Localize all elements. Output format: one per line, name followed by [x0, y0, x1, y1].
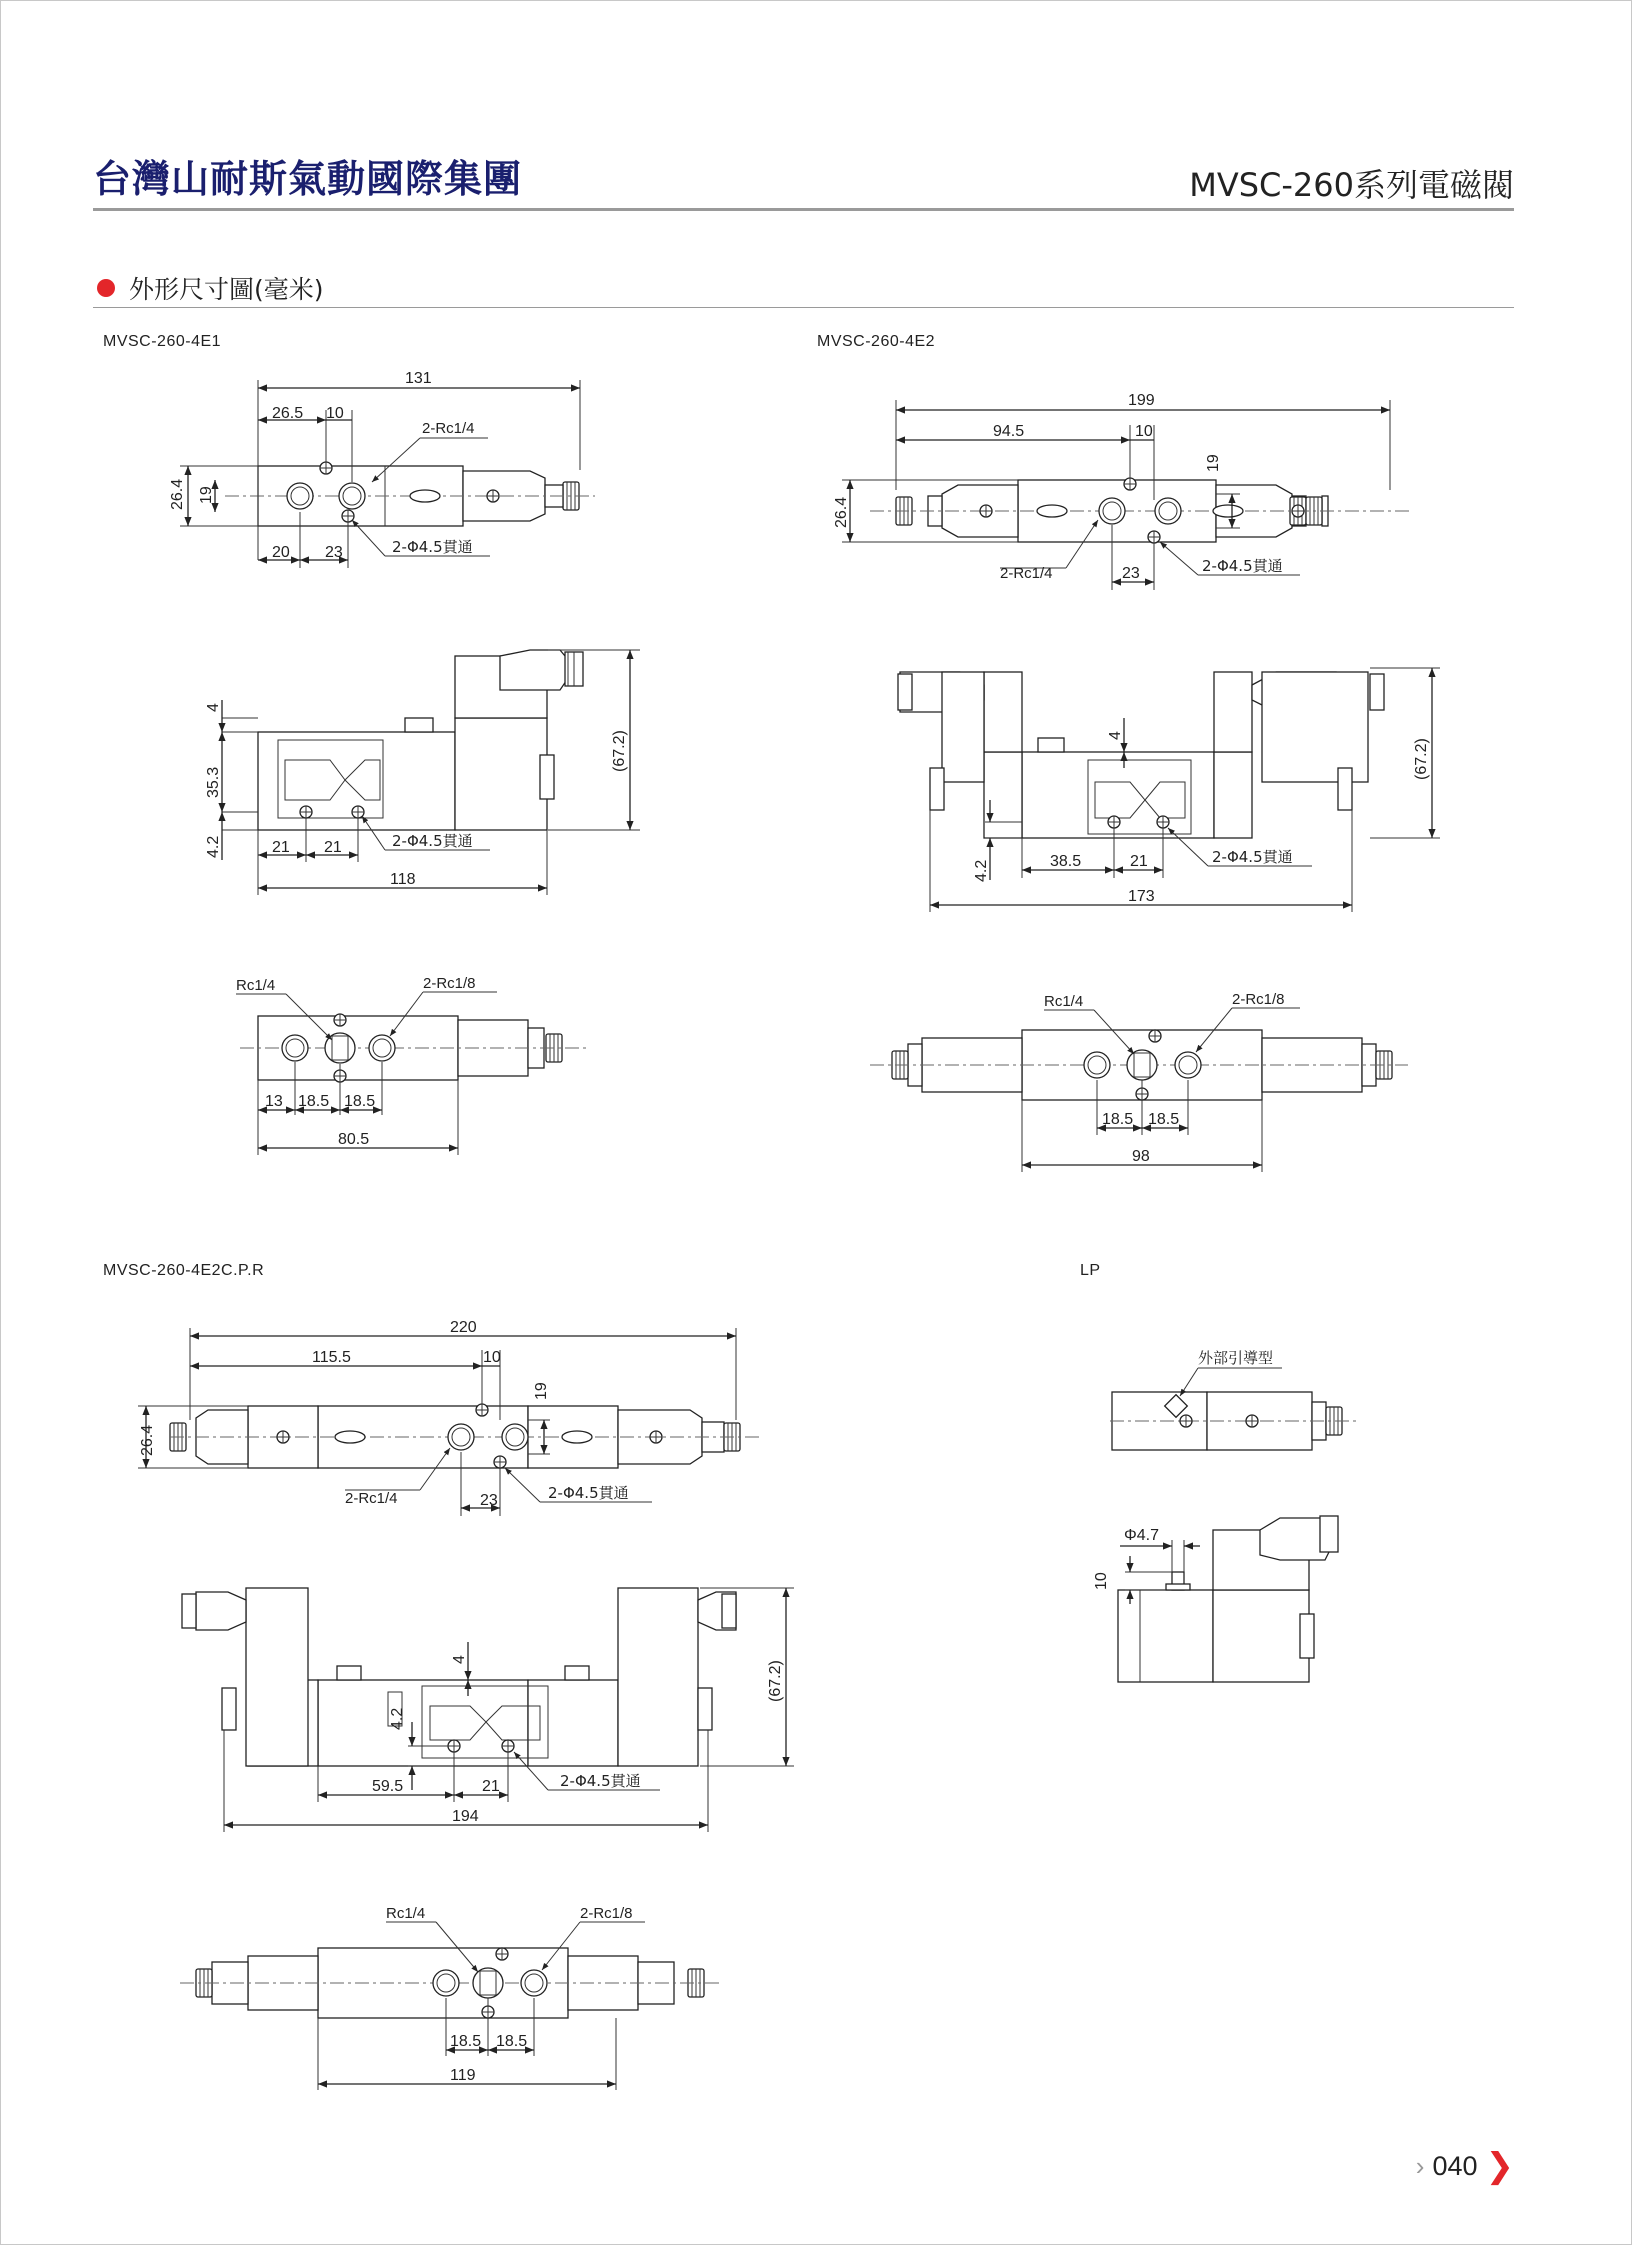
callout-cpr-top-hole: 2-Φ4.5貫通: [548, 1484, 629, 1502]
dim-cpr-top-h1: 26.4: [139, 1424, 156, 1456]
e1-top-view: [169, 370, 595, 568]
dim-cpr-top-h2: 19: [533, 1382, 550, 1400]
document-title: MVSC-260系列電磁閥: [1189, 166, 1514, 204]
callout-e2-top-port: 2-Rc1/4: [1000, 565, 1053, 582]
callout-e1-bottom-rc14: Rc1/4: [236, 977, 276, 994]
dim-e2-bottom-b: 18.5: [1148, 1111, 1180, 1128]
dim-cpr-bottom-a: 18.5: [450, 2033, 482, 2050]
dim-e1-side-htop: 4: [205, 703, 222, 712]
callout-cpr-top-port: 2-Rc1/4: [345, 1490, 398, 1507]
dim-e2-side-hbot: 4.2: [973, 859, 990, 882]
dim-e1-side-hbot: 4.2: [205, 835, 222, 858]
dim-e1-top-b: 10: [326, 405, 344, 422]
dim-e1-side-htotal: (67.2): [611, 730, 628, 772]
chevron-right-red-icon: ❯: [1485, 2147, 1514, 2185]
dim-e2-top-total: 199: [1128, 392, 1155, 409]
callout-cpr-bottom-rc18: 2-Rc1/8: [580, 1905, 633, 1922]
company-name: 台灣山耐斯氣動國際集團: [93, 157, 523, 201]
model-label-lp: LP: [1080, 1262, 1101, 1279]
dim-e1-bottom-len: 80.5: [338, 1131, 370, 1148]
cpr-side-view: [182, 1588, 794, 1832]
lp-top-view: [1110, 1349, 1356, 1450]
callout-e2-side-hole: 2-Φ4.5貫通: [1212, 848, 1293, 866]
dim-e1-side-len: 118: [390, 871, 416, 888]
dim-cpr-top-b: 10: [483, 1349, 501, 1366]
e1-side-view: [205, 650, 640, 895]
dim-lp-h: 10: [1093, 1572, 1110, 1590]
dim-cpr-bottom-b: 18.5: [496, 2033, 528, 2050]
callout-e1-bottom-rc18: 2-Rc1/8: [423, 975, 476, 992]
dim-e1-bottom-a: 13: [265, 1093, 283, 1110]
dim-cpr-side-b: 21: [482, 1778, 500, 1795]
callout-cpr-side-hole: 2-Φ4.5貫通: [560, 1772, 641, 1790]
dim-e1-side-a: 21: [272, 839, 290, 856]
dim-e1-side-b: 21: [324, 839, 342, 856]
dim-cpr-side-hbot: 4.2: [389, 1707, 406, 1730]
dim-e2-side-a: 38.5: [1050, 853, 1082, 870]
chevron-right-icon: ›: [1415, 2150, 1425, 2181]
dim-e2-side-len: 173: [1128, 888, 1155, 905]
model-label-e1: MVSC-260-4E1: [103, 333, 222, 350]
dim-e2-side-htotal: (67.2): [1413, 738, 1430, 780]
dim-e1-bottom-c: 18.5: [344, 1093, 376, 1110]
callout-e2-top-hole: 2-Φ4.5貫通: [1202, 557, 1283, 575]
e1-bottom-view: [236, 975, 590, 1155]
cpr-bottom-view: [180, 1905, 720, 2090]
dim-cpr-side-htop: 4: [451, 1655, 468, 1664]
dim-cpr-top-c: 23: [480, 1492, 498, 1509]
dim-cpr-top-total: 220: [450, 1319, 477, 1336]
callout-cpr-bottom-rc14: Rc1/4: [386, 1905, 426, 1922]
dim-e1-top-h2: 19: [198, 486, 215, 504]
page-number: [1416, 2146, 1514, 2186]
dim-cpr-side-htotal: (67.2): [767, 1660, 784, 1702]
dim-e2-side-htop: 4: [1107, 731, 1124, 740]
callout-e2-bottom-rc18: 2-Rc1/8: [1232, 991, 1285, 1008]
dim-e1-top-d: 23: [325, 544, 343, 561]
model-label-e2cpr: MVSC-260-4E2C.P.R: [103, 1262, 265, 1279]
callout-lp-external-pilot: 外部引導型: [1198, 1349, 1274, 1367]
callout-e1-top-port: 2-Rc1/4: [422, 420, 475, 437]
callout-e2-bottom-rc14: Rc1/4: [1044, 993, 1084, 1010]
page-number-text: 040: [1432, 2150, 1478, 2181]
section-title: 外形尺寸圖(毫米): [129, 275, 324, 304]
dim-cpr-bottom-len: 119: [450, 2067, 476, 2084]
dim-e1-side-hmid: 35.3: [205, 766, 222, 798]
dim-cpr-side-len: 194: [452, 1808, 479, 1825]
dim-cpr-top-a: 115.5: [312, 1349, 351, 1366]
dim-e2-top-b: 10: [1135, 423, 1153, 440]
dim-e2-top-h2: 19: [1205, 454, 1222, 472]
dim-lp-dia: Φ4.7: [1124, 1527, 1160, 1544]
dim-e1-top-c: 20: [272, 544, 290, 561]
dim-e1-top-h1: 26.4: [169, 478, 186, 510]
e2-bottom-view: [870, 991, 1408, 1172]
callout-e1-side-hole: 2-Φ4.5貫通: [392, 832, 473, 850]
dim-e2-side-b: 21: [1130, 853, 1148, 870]
lp-side-view: [1093, 1516, 1338, 1682]
cpr-top-view: [138, 1319, 760, 1516]
callout-e1-top-hole: 2-Φ4.5貫通: [392, 538, 473, 556]
dim-e1-top-a: 26.5: [272, 405, 304, 422]
dim-e2-top-h1: 26.4: [833, 496, 850, 528]
dim-e2-bottom-a: 18.5: [1102, 1111, 1134, 1128]
e2-top-view: [833, 392, 1410, 590]
dim-cpr-side-a: 59.5: [372, 1778, 404, 1795]
dim-e2-bottom-len: 98: [1132, 1148, 1150, 1165]
dim-e2-top-c: 23: [1122, 565, 1140, 582]
dim-e1-bottom-b: 18.5: [298, 1093, 330, 1110]
dim-e2-top-a: 94.5: [993, 423, 1025, 440]
model-label-e2: MVSC-260-4E2: [817, 333, 936, 350]
dim-e1-top-total: 131: [405, 370, 432, 387]
e2-side-view: [898, 668, 1440, 912]
